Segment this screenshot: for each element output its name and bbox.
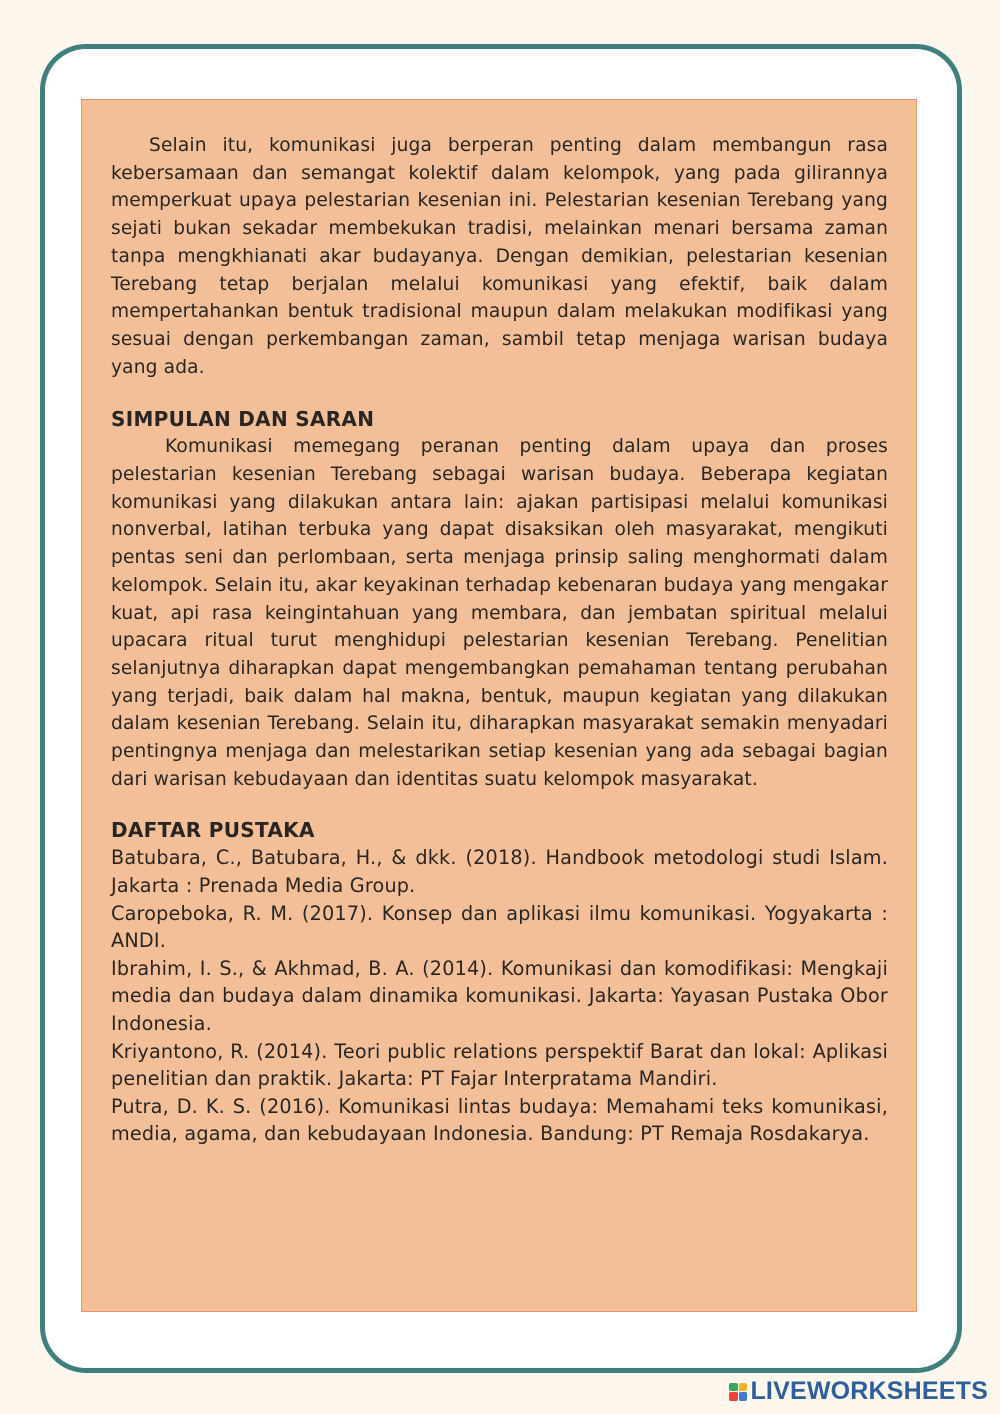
reference-list bbox=[111, 844, 888, 1148]
liveworksheets-logo-icon bbox=[729, 1383, 747, 1401]
reference-item: Batubara, C., Batubara, H., & dkk. (2018). Handbook metodologi studi Islam. Jakarta : Prenada Media Group. bbox=[111, 846, 888, 898]
content-panel bbox=[81, 99, 917, 1312]
conclusion-heading: SIMPULAN DAN SARAN bbox=[111, 407, 375, 432]
conclusion-paragraph: Komunikasi memegang peranan penting dalam upaya dan proses pelestarian kesenian Terebang sebagai warisan budaya. Beberapa kegiatan komunikasi yang dilakukan antara lain: ajakan partisipasi melalui komunikasi nonverbal, latihan terbuka yang dapat disaksikan oleh masyarakat, mengikuti pentas seni dan perlombaan, serta menjaga prinsip saling menghormati dalam kelompok. Selain itu, akar keyakinan terhadap kebenaran budaya yang mengakar kuat, api rasa keingintahuan yang membara, dan jembatan spiritual melalui upacara ritual turut menghidupi pelestarian kesenian Terebang. Penelitian selanjutnya diharapkan dapat mengembangkan pemahaman tentang perubahan yang terjadi, baik dalam hal makna, bentuk, maupun kegiatan yang dilakukan dalam kesenian Terebang. Selain itu, diharapkan masyarakat semakin menyadari pentingnya menjaga dan melestarikan setiap kesenian yang ada sebagai bagian dari warisan kebudayaan dan identitas suatu kelompok masyarakat. bbox=[111, 436, 888, 790]
reference-item: Kriyantono, R. (2014). Teori public relations perspektif Barat dan lokal: Aplikasi penelitian dan praktik. Jakarta: PT Fajar Interpratama Mandiri. bbox=[111, 1039, 888, 1091]
reference-item: Putra, D. K. S. (2016). Komunikasi lintas budaya: Memahami teks komunikasi, media, agama, dan kebudayaan Indonesia. Bandung: PT Remaja Rosdakarya. bbox=[111, 1094, 888, 1146]
logo-text: LIVEWORKSHEETS bbox=[750, 1377, 988, 1405]
reference-item: Ibrahim, I. S., & Akhmad, B. A. (2014). Komunikasi dan komodifikasi: Mengkaji media dan budaya dalam dinamika komunikasi. Jakarta: Yayasan Pustaka Obor Indonesia. bbox=[111, 956, 888, 1036]
reference-item: Caropeboka, R. M. (2017). Konsep dan aplikasi ilmu komunikasi. Yogyakarta : ANDI. bbox=[111, 901, 888, 953]
intro-paragraph: Selain itu, komunikasi juga berperan penting dalam membangun rasa kebersamaan dan semangat kolektif dalam kelompok, yang pada gilirannya memperkuat upaya pelestarian kesenian ini. Pelestarian kesenian Terebang yang sejati bukan sekadar membekukan tradisi, melainkan menari bersama zaman tanpa mengkhianati akar budayanya. Dengan demikian, pelestarian kesenian Terebang tetap berjalan melalui komunikasi yang efektif, baik dalam mempertahankan bentuk tradisional maupun dalam melakukan modifikasi yang sesuai dengan perkembangan zaman, sambil tetap menjaga warisan budaya yang ada. bbox=[111, 135, 888, 378]
liveworksheets-logo[interactable] bbox=[729, 1377, 988, 1406]
references-heading: DAFTAR PUSTAKA bbox=[111, 818, 315, 843]
